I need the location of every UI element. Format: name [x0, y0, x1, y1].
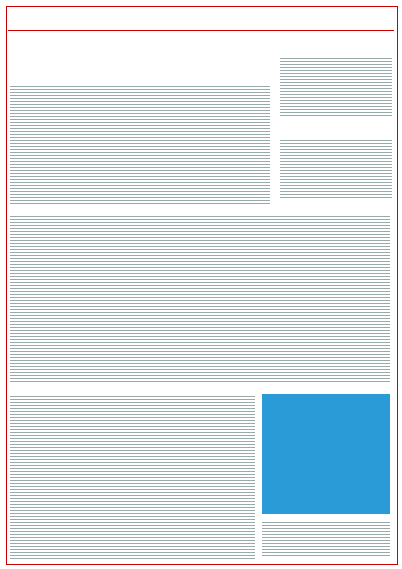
lead-body-text [10, 84, 270, 204]
story-1-body [280, 56, 392, 116]
promo-panel [262, 394, 390, 514]
masthead-rule [8, 30, 394, 31]
story-2-body [280, 138, 392, 198]
mid-body-text [10, 214, 390, 384]
bottom-body-text [10, 394, 255, 559]
notice-text [262, 520, 390, 558]
